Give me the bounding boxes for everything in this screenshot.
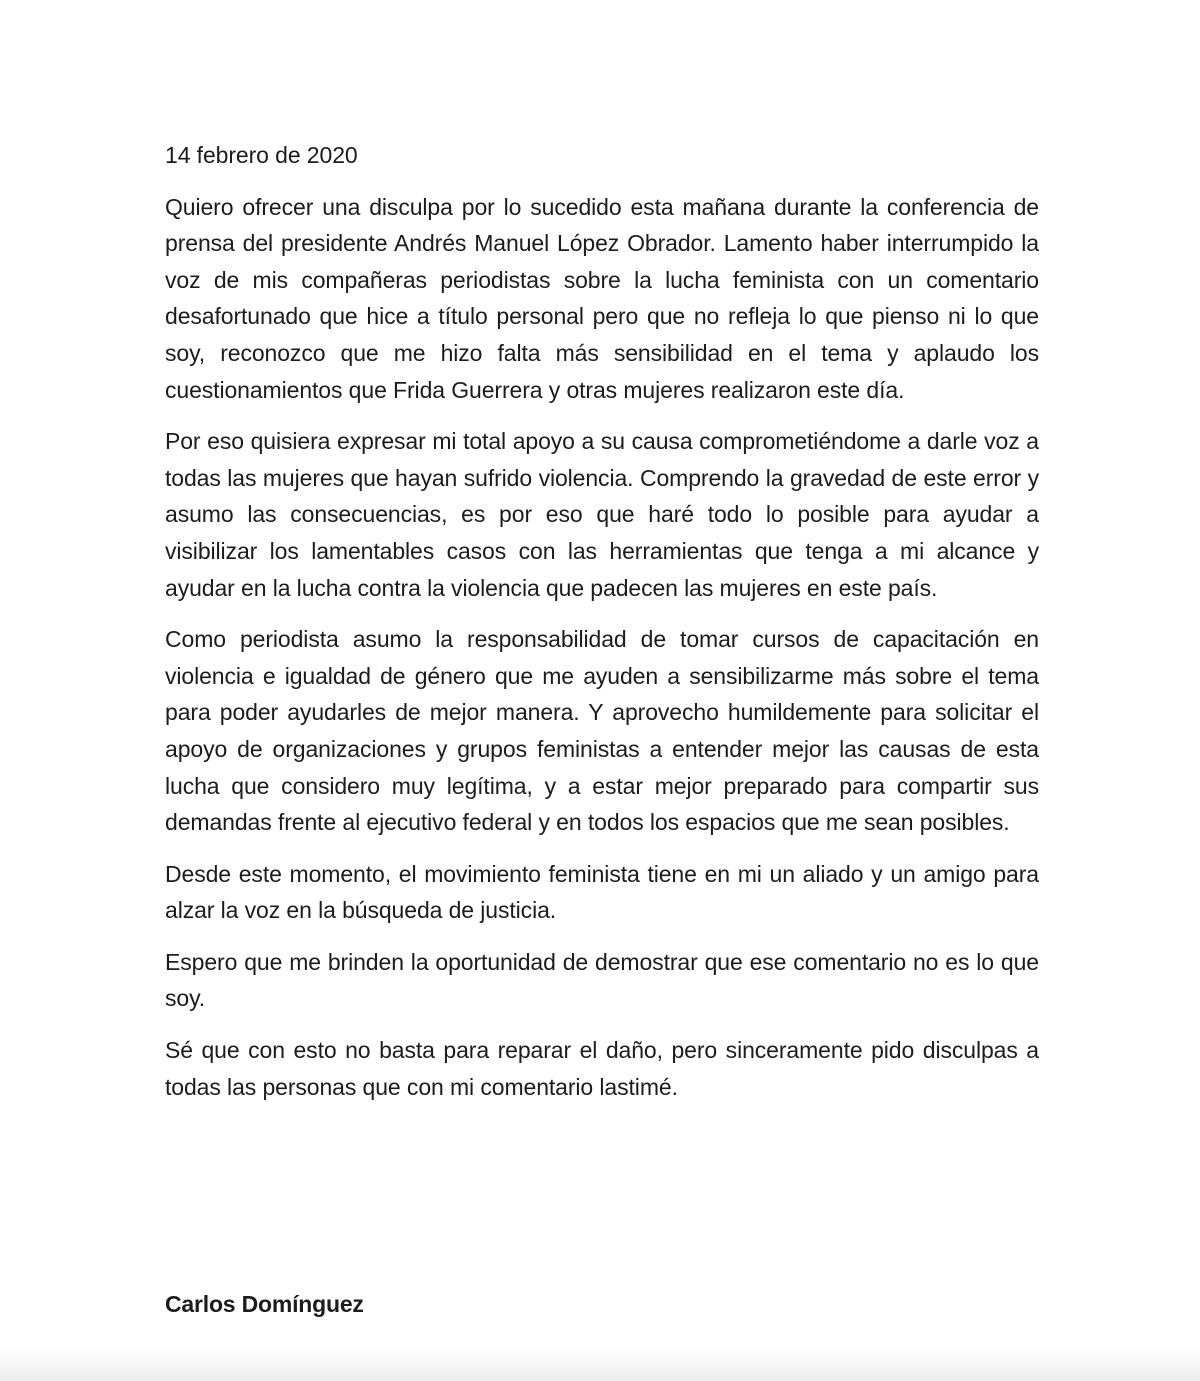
page-bottom-shadow bbox=[0, 1345, 1200, 1381]
letter-date: 14 febrero de 2020 bbox=[165, 142, 358, 168]
letter-paragraph-6: Sé que con esto no basta para reparar el daño, pero sinceramente pido disculpas a todas las personas que con mi comentario lastimé. bbox=[165, 1037, 1039, 1100]
signature-name: Carlos Domínguez bbox=[165, 1291, 364, 1317]
letter-paragraph-1: Quiero ofrecer una disculpa por lo sucedido esta mañana durante la conferencia de prensa del presidente Andrés Manuel López Obrador. Lamento haber interrumpido la voz de mis compañeras periodistas sobre la lucha feminista con un comentario desafortunado que hice a título personal pero que no refleja lo que pienso ni lo que soy, reconozco que me hizo falta más sensibilidad en el tema y aplaudo los cuestionamientos que Frida Guerrera y otras mujeres realizaron este día. bbox=[165, 193, 1039, 403]
letter-paragraph-4: Desde este momento, el movimiento feminista tiene en mi un aliado y un amigo para alzar la voz en la búsqueda de justicia. bbox=[165, 860, 1039, 924]
letter-paragraph-5: Espero que me brinden la oportunidad de demostrar que ese comentario no es lo que soy. bbox=[165, 948, 1039, 1012]
letter-body bbox=[165, 137, 1039, 1105]
letter-paragraph-2: Por eso quisiera expresar mi total apoyo a su causa comprometiéndome a darle voz a todas las mujeres que hayan sufrido violencia. Comprendo la gravedad de este error y asumo las consecuencias, es por eso que haré todo lo posible para ayudar a visibilizar los lamentables casos con las herramientas que tenga a mi alcance y ayudar en la lucha contra la violencia que padecen las mujeres en este país. bbox=[165, 428, 1039, 601]
letter-paragraph-3: Como periodista asumo la responsabilidad de tomar cursos de capacitación en violencia e igualdad de género que me ayuden a sensibilizarme más sobre el tema para poder ayudarles de mejor manera. Y aprovecho humildemente para solicitar el apoyo de organizaciones y grupos feministas a entender mejor las causas de esta lucha que considero muy legítima, y a estar mejor preparado para compartir sus demandas frente al ejecutivo federal y en todos los espacios que me sean posibles. bbox=[165, 626, 1039, 836]
